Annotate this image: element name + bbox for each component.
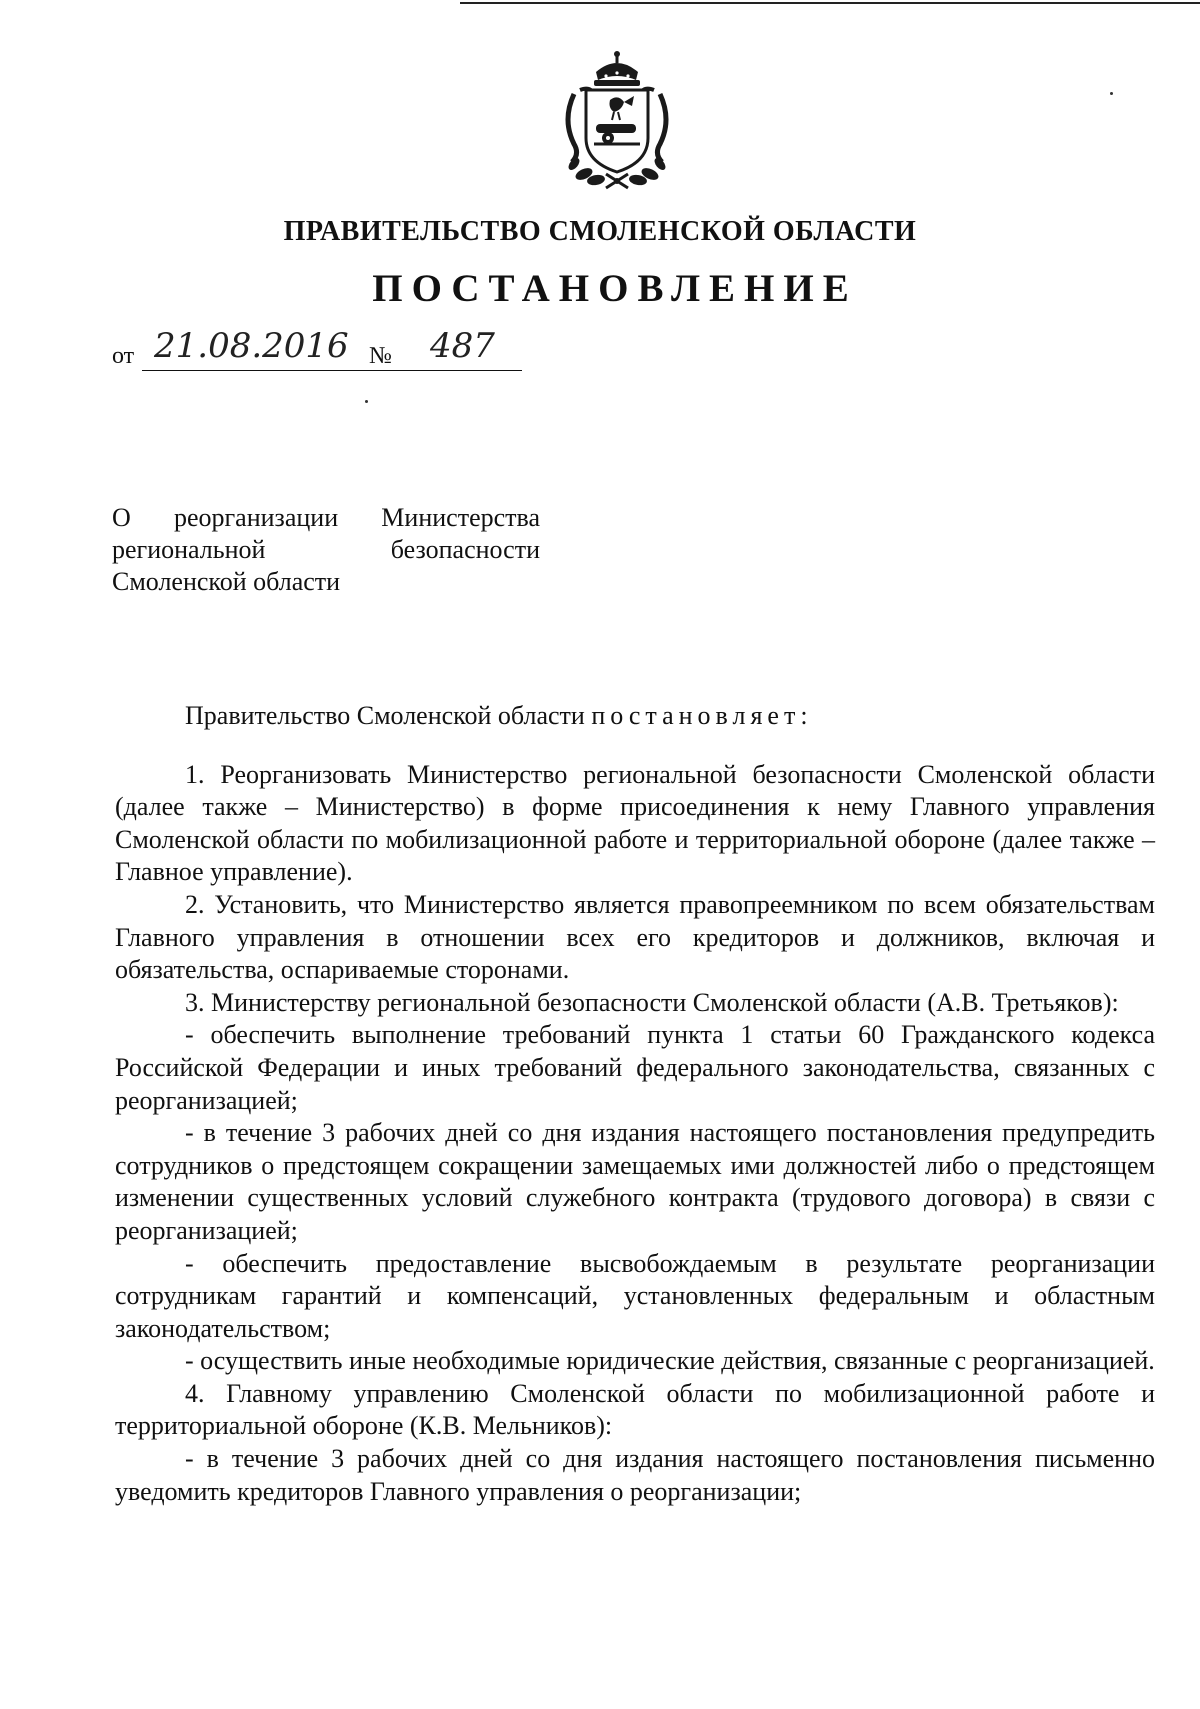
document-subject — [112, 502, 540, 598]
preamble — [115, 700, 1155, 733]
date-prefix: от — [112, 343, 135, 369]
handwritten-number: 487 — [430, 326, 495, 366]
issuing-authority: ПРАВИТЕЛЬСТВО СМОЛЕНСКОЙ ОБЛАСТИ — [283, 216, 917, 247]
paragraph-4: 4. Главному управлению Смоленской области по мобилизационной работе и территориальной обороне (К.В. Мельников): — [115, 1378, 1155, 1441]
scan-speck — [1110, 92, 1113, 95]
number-prefix: № — [369, 343, 392, 369]
subject-line: О реорганизации Министерства — [112, 503, 540, 532]
handwritten-date: 21.08.2016 — [154, 326, 349, 366]
paragraph-3-item: - осуществить иные необходимые юридические действия, связанные с реорганизацией. — [185, 1346, 1155, 1376]
paragraph-1: 1. Реорганизовать Министерство региональной безопасности Смоленской области (далее также – Министерство) в форме присоединения к нему Главного управления Смоленской области по мобилизационной работе и территориальной обороне (далее также – Главное управление). — [115, 759, 1155, 887]
number-underline — [402, 370, 522, 371]
subject-line: региональной безопасности — [112, 535, 540, 564]
smolensk-coat-of-arms-emblem — [560, 50, 674, 190]
paragraph-2: 2. Установить, что Министерство является правопреемником по всем обязательствам Главного управления в отношении всех его кредиторов и должников, включая и обязательства, оспариваемые сторонами. — [115, 889, 1155, 985]
preamble-text: Правительство Смоленской области — [185, 701, 592, 730]
paragraph-3-item: - обеспечить предоставление высвобождаемым в результате реорганизации сотрудникам гарантий и компенсаций, установленных федеральным и областным законодательством; — [115, 1248, 1155, 1343]
paragraph-3: 3. Министерству региональной безопасности Смоленской области (А.В. Третьяков): — [185, 987, 1119, 1017]
document-type-title: ПОСТАНОВЛЕНИЕ — [372, 267, 858, 310]
paragraph-4-item: - в течение 3 рабочих дней со дня издания настоящего постановления письменно уведомить кредиторов Главного управления о реорганизации; — [115, 1444, 1155, 1506]
subject-line: Смоленской области — [112, 567, 341, 596]
scan-speck — [365, 400, 368, 403]
paragraph-3-item: - в течение 3 рабочих дней со дня издания настоящего постановления предупредить сотрудников о предстоящем сокращении замещаемых ими должностей либо о предстоящем изменении существенных условий служебного контракта (трудового договора) в связи с реорганизацией; — [115, 1118, 1155, 1245]
scan-top-border — [460, 2, 1200, 4]
document-body — [115, 700, 1155, 1508]
preamble-resolves: постановляет: — [591, 701, 813, 730]
paragraph-3-item: - обеспечить выполнение требований пункта 1 статьи 60 Гражданского кодекса Российской Федерации и иных требований федерального законодательства, связанных с реорганизацией; — [115, 1020, 1155, 1115]
